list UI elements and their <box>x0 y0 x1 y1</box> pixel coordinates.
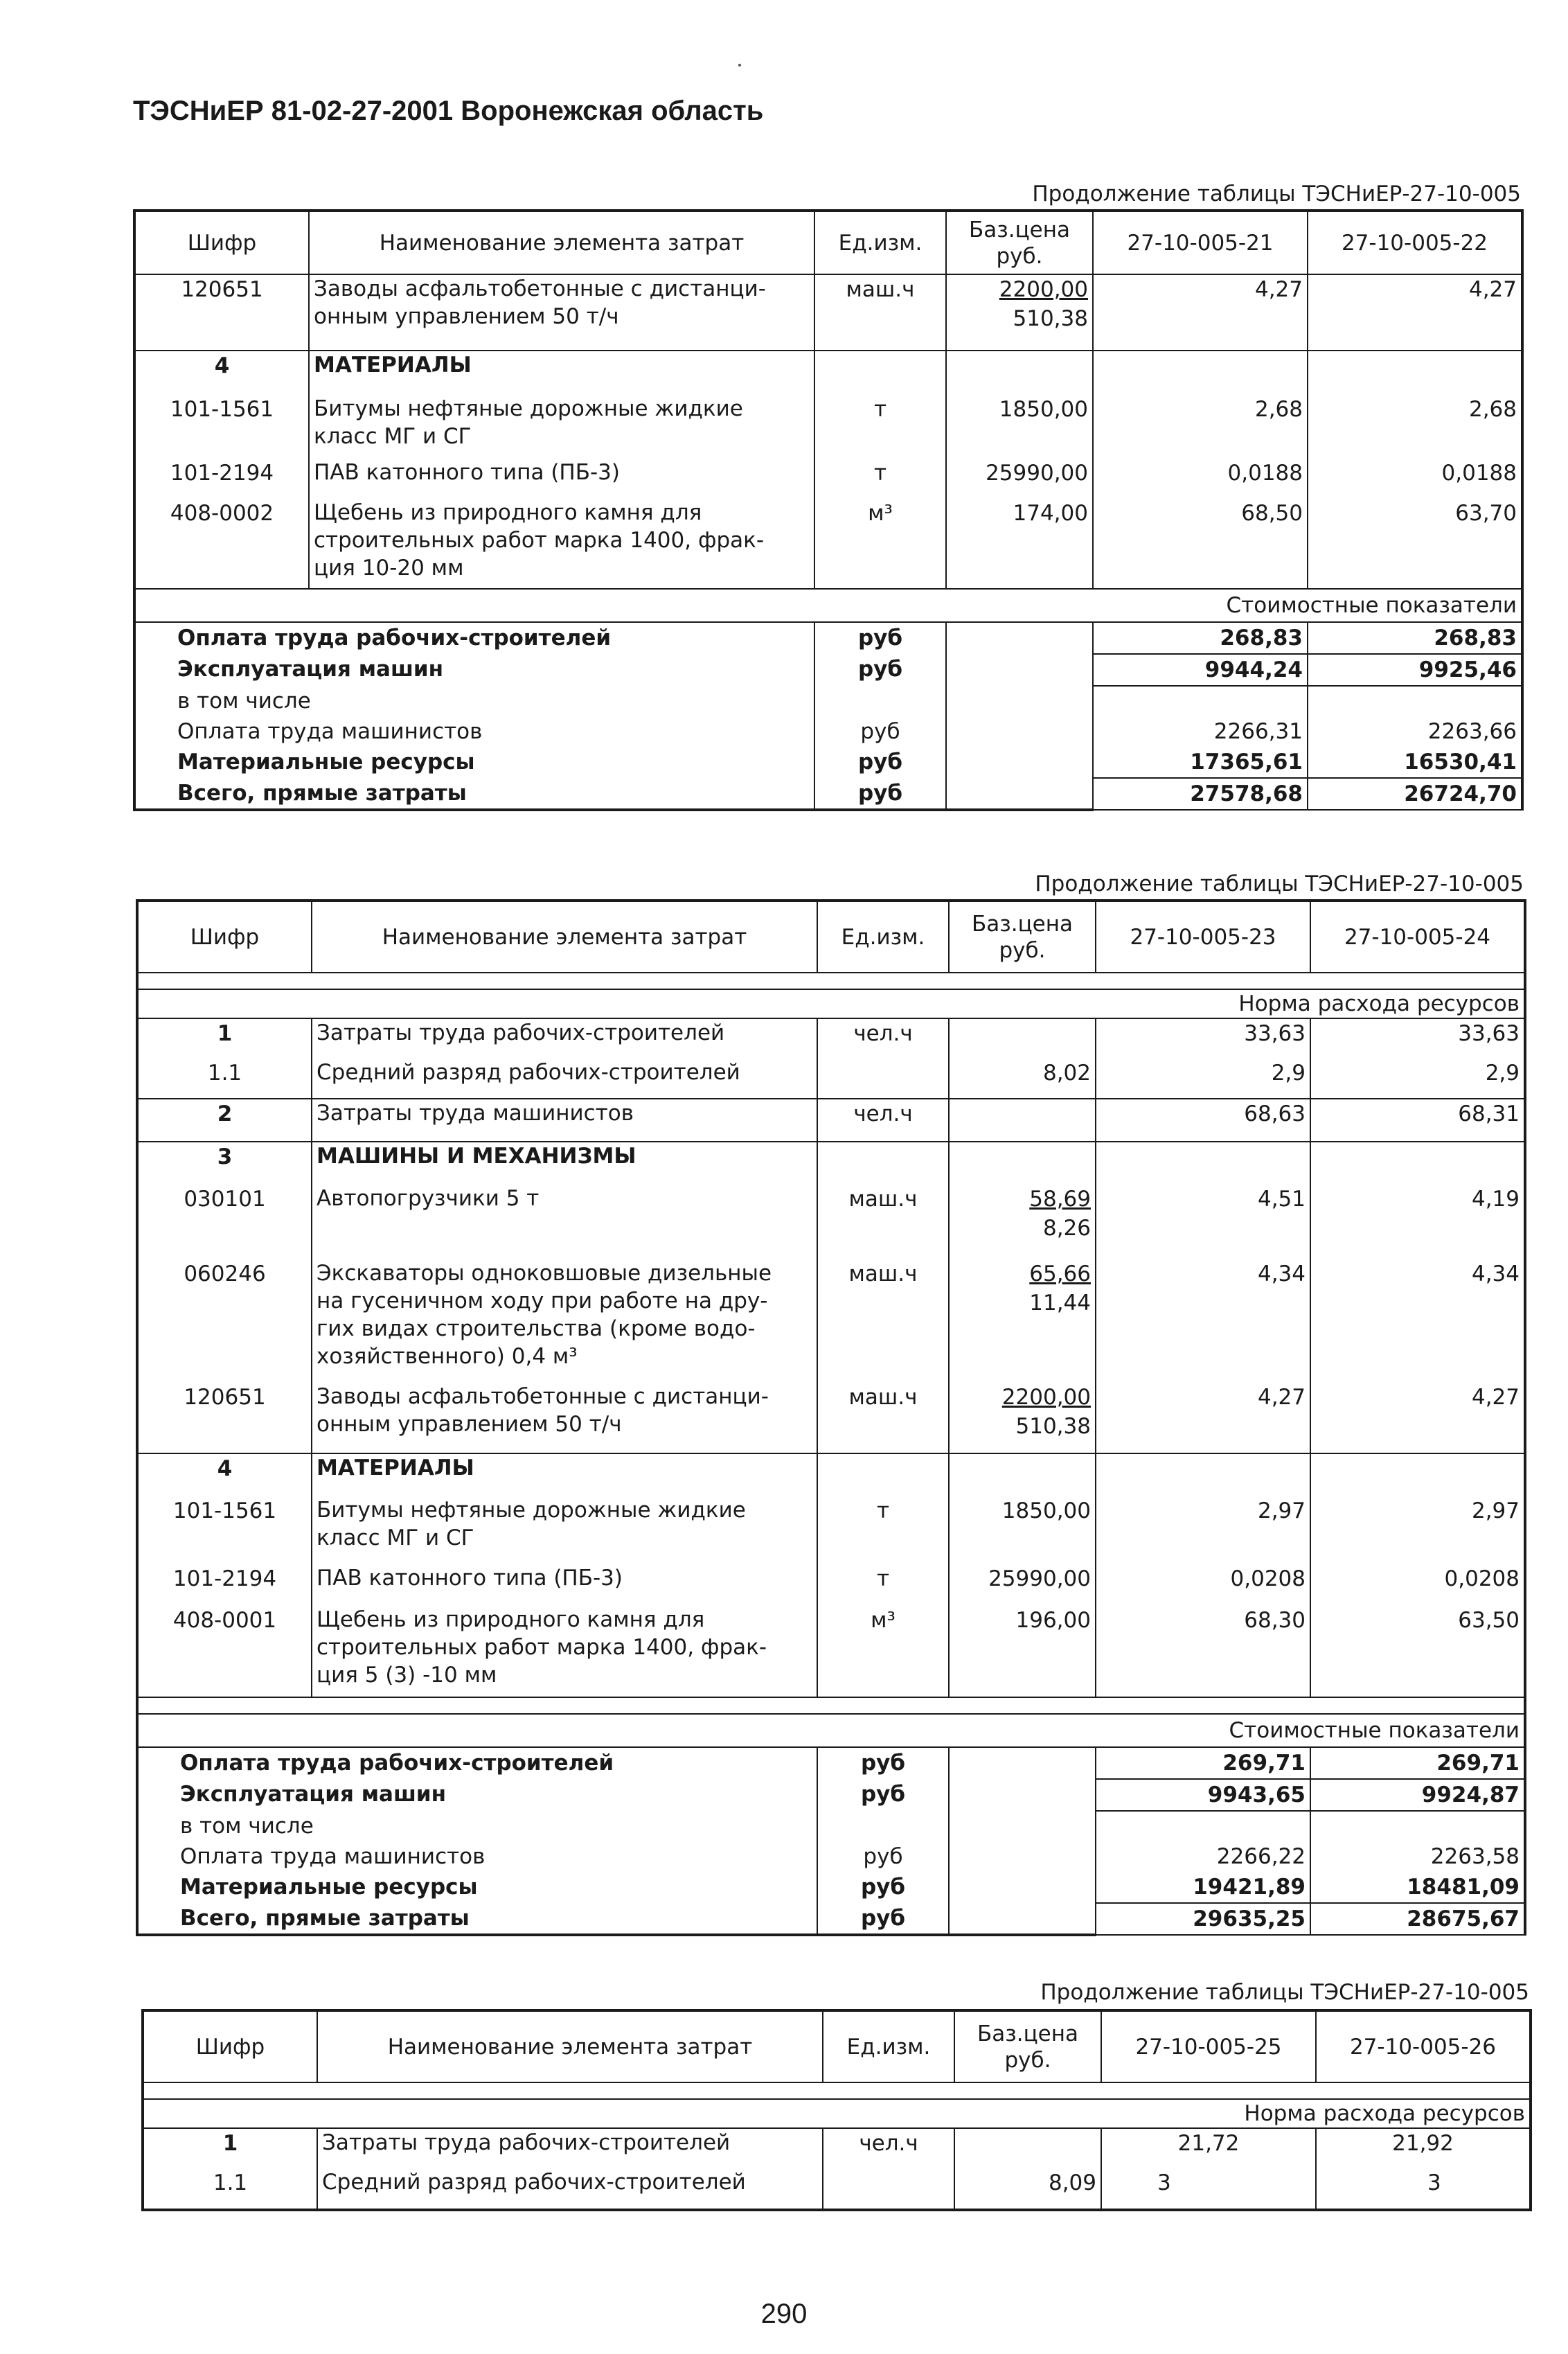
row-value-2: 4,27 <box>1308 274 1522 351</box>
table3-header-row <box>143 2010 1531 2082</box>
price-primary: 2200,00 <box>1001 1385 1091 1410</box>
row-value-2: 21,92 <box>1316 2128 1531 2168</box>
row-unit: маш.ч <box>817 1185 949 1259</box>
row-name: Заводы асфальтобетонные с дистанци- онным управлением 50 т/ч <box>309 274 814 351</box>
row-value-1: 33,63 <box>1096 1018 1310 1059</box>
summary-value-2: 9924,87 <box>1310 1779 1525 1811</box>
summary-value-2: 2263,58 <box>1310 1841 1525 1872</box>
row-value-2: 2,68 <box>1308 395 1522 459</box>
summary-operators-row <box>137 1841 1525 1872</box>
summary-unit: руб <box>814 622 946 654</box>
col-code-26-header: 27-10-005-26 <box>1316 2010 1531 2082</box>
row-unit: маш.ч <box>814 274 946 351</box>
row-code: 3 <box>137 1142 312 1185</box>
row-name: Автопогрузчики 5 т <box>312 1185 817 1259</box>
row-name: Затраты труда машинистов <box>312 1099 817 1142</box>
col-code-24-header: 27-10-005-24 <box>1310 901 1525 973</box>
table-row <box>137 1099 1525 1142</box>
row-code: 1.1 <box>137 1059 312 1099</box>
row-price: 25990,00 <box>949 1564 1096 1606</box>
summary-unit: руб <box>817 1779 949 1811</box>
col-code-23-header: 27-10-005-23 <box>1096 901 1310 973</box>
table-row <box>137 1059 1525 1099</box>
summary-machines-row <box>137 1779 1525 1811</box>
row-price: 8,09 <box>954 2168 1101 2210</box>
col-code-25-header: 27-10-005-25 <box>1101 2010 1316 2082</box>
norm-row <box>137 989 1525 1018</box>
table-row <box>134 499 1522 589</box>
summary-total-row <box>134 778 1522 810</box>
summary-including-row <box>134 686 1522 716</box>
row-code: 1.1 <box>143 2168 317 2210</box>
col-price-header: Баз.цена руб. <box>954 2010 1101 2082</box>
summary-unit: руб <box>814 654 946 686</box>
table2-header-row <box>137 901 1525 973</box>
table-row <box>143 2168 1531 2210</box>
row-name: ПАВ катонного типа (ПБ-3) <box>309 459 814 499</box>
row-unit: т <box>814 459 946 499</box>
table3-continuation-note: Продолжение таблицы ТЭСНиЕР-27-10-005 <box>1040 1980 1529 2005</box>
table-row <box>137 1564 1525 1606</box>
row-name: Щебень из природного камня для строительных работ марка 1400, фрак- ция 5 (3) -10 мм <box>312 1606 817 1697</box>
row-code: 4 <box>134 351 309 395</box>
row-value-2: 3 <box>1316 2168 1531 2210</box>
summary-unit: руб <box>817 1747 949 1779</box>
row-price <box>949 1185 1096 1259</box>
summary-operators-row <box>134 716 1522 747</box>
row-value-1: 4,34 <box>1096 1259 1310 1383</box>
price-primary: 2200,00 <box>999 277 1088 302</box>
summary-value-2: 268,83 <box>1308 622 1522 654</box>
summary-label: Эксплуатация машин <box>134 654 814 686</box>
price-secondary: 11,44 <box>1029 1291 1091 1316</box>
row-value-1: 68,30 <box>1096 1606 1310 1697</box>
table3 <box>141 2009 1532 2211</box>
row-name: ПАВ катонного типа (ПБ-3) <box>312 1564 817 1606</box>
row-unit: чел.ч <box>817 1099 949 1142</box>
table-row <box>134 351 1522 395</box>
row-price <box>946 274 1093 351</box>
summary-value-2: 28675,67 <box>1310 1903 1525 1935</box>
row-name: Заводы асфальтобетонные с дистанци- онным управлением 50 т/ч <box>312 1383 817 1453</box>
row-unit: м³ <box>814 499 946 589</box>
row-value-1: 21,72 <box>1101 2128 1316 2168</box>
row-value-1: 4,27 <box>1096 1383 1310 1453</box>
summary-value-1: 269,71 <box>1096 1747 1310 1779</box>
row-value-1: 0,0188 <box>1093 459 1308 499</box>
row-value-2: 33,63 <box>1310 1018 1525 1059</box>
price-secondary: 510,38 <box>1013 306 1088 331</box>
row-price: 174,00 <box>946 499 1093 589</box>
summary-label: Всего, прямые затраты <box>134 778 814 810</box>
summary-label: Эксплуатация машин <box>137 1779 817 1811</box>
row-code: 030101 <box>137 1185 312 1259</box>
row-name: Затраты труда рабочих-строителей <box>317 2128 823 2168</box>
row-code: 408-0002 <box>134 499 309 589</box>
row-code: 4 <box>137 1453 312 1496</box>
table1-header-row <box>134 211 1522 274</box>
row-price: 8,02 <box>949 1059 1096 1099</box>
table-row <box>137 1018 1525 1059</box>
col-code-header: Шифр <box>143 2010 317 2082</box>
summary-label: в том числе <box>137 1811 817 1841</box>
row-code: 101-2194 <box>137 1564 312 1606</box>
row-name: Экскаваторы одноковшовые дизельные на гусеничном ходу при работе на дру- гих видах строительства (кроме водо- хозяйственного) 0,4 м³ <box>312 1259 817 1383</box>
row-price: 25990,00 <box>946 459 1093 499</box>
row-code: 2 <box>137 1099 312 1142</box>
summary-value-1: 19421,89 <box>1096 1872 1310 1903</box>
summary-label: Оплата труда рабочих-строителей <box>137 1747 817 1779</box>
row-code: 1 <box>137 1018 312 1059</box>
summary-value-1: 2266,22 <box>1096 1841 1310 1872</box>
summary-machines-row <box>134 654 1522 686</box>
summary-total-row <box>137 1903 1525 1935</box>
table-row <box>137 1606 1525 1697</box>
summary-unit: руб <box>817 1841 949 1872</box>
cost-indicators-row <box>134 589 1522 622</box>
spacer-row <box>137 1697 1525 1714</box>
summary-value-1: 268,83 <box>1093 622 1308 654</box>
row-price: 196,00 <box>949 1606 1096 1697</box>
price-secondary: 8,26 <box>1042 1216 1091 1241</box>
row-code: 120651 <box>134 274 309 351</box>
table-row <box>134 459 1522 499</box>
row-name: Средний разряд рабочих-строителей <box>317 2168 823 2210</box>
table2 <box>136 899 1526 1936</box>
table-row <box>137 1185 1525 1259</box>
col-unit-header: Ед.изм. <box>817 901 949 973</box>
table-row <box>137 1496 1525 1564</box>
row-price: 1850,00 <box>949 1496 1096 1564</box>
row-name: МАТЕРИАЛЫ <box>309 351 814 395</box>
summary-labor-row <box>134 622 1522 654</box>
row-name: МАШИНЫ И МЕХАНИЗМЫ <box>312 1142 817 1185</box>
table-row <box>137 1259 1525 1383</box>
table-row <box>143 2128 1531 2168</box>
summary-label: Оплата труда машинистов <box>137 1841 817 1872</box>
summary-label: Оплата труда рабочих-строителей <box>134 622 814 654</box>
row-price: 1850,00 <box>946 395 1093 459</box>
row-code: 060246 <box>137 1259 312 1383</box>
spacer-row <box>137 973 1525 989</box>
summary-value-1: 29635,25 <box>1096 1903 1310 1935</box>
table1 <box>133 209 1524 811</box>
scan-speck <box>738 64 741 67</box>
table-row <box>137 1383 1525 1453</box>
row-unit: т <box>817 1496 949 1564</box>
page-title: ТЭСНиЕР 81-02-27-2001 Воронежская область <box>133 96 764 126</box>
spacer-row <box>143 2082 1531 2099</box>
row-unit: т <box>817 1564 949 1606</box>
row-name: Затраты труда рабочих-строителей <box>312 1018 817 1059</box>
summary-value-1: 9943,65 <box>1096 1779 1310 1811</box>
row-value-2: 2,9 <box>1310 1059 1525 1099</box>
row-unit: маш.ч <box>817 1383 949 1453</box>
summary-value-2: 16530,41 <box>1308 747 1522 778</box>
norm-row <box>143 2099 1531 2128</box>
summary-value-1: 17365,61 <box>1093 747 1308 778</box>
summary-value-2: 26724,70 <box>1308 778 1522 810</box>
row-code: 101-2194 <box>134 459 309 499</box>
page-number: 290 <box>760 2299 808 2329</box>
summary-value-2: 269,71 <box>1310 1747 1525 1779</box>
col-code-21-header: 27-10-005-21 <box>1093 211 1308 274</box>
row-value-1: 2,68 <box>1093 395 1308 459</box>
row-value-1: 0,0208 <box>1096 1564 1310 1606</box>
summary-unit: руб <box>814 747 946 778</box>
summary-label: Оплата труда машинистов <box>134 716 814 747</box>
row-name: Средний разряд рабочих-строителей <box>312 1059 817 1099</box>
summary-unit: руб <box>814 716 946 747</box>
row-value-1: 2,9 <box>1096 1059 1310 1099</box>
cost-indicators-row <box>137 1714 1525 1747</box>
summary-value-2: 9925,46 <box>1308 654 1522 686</box>
summary-label: Материальные ресурсы <box>137 1872 817 1903</box>
summary-label: в том числе <box>134 686 814 716</box>
summary-label: Всего, прямые затраты <box>137 1903 817 1935</box>
col-name-header: Наименование элемента затрат <box>309 211 814 274</box>
row-value-2: 68,31 <box>1310 1099 1525 1142</box>
col-price-header: Баз.цена руб. <box>946 211 1093 274</box>
table1-continuation-note: Продолжение таблицы ТЭСНиЕР-27-10-005 <box>1032 182 1521 206</box>
row-value-1: 68,50 <box>1093 499 1308 589</box>
norm-label: Норма расхода ресурсов <box>137 989 1525 1018</box>
summary-value-2: 18481,09 <box>1310 1872 1525 1903</box>
row-unit: м³ <box>817 1606 949 1697</box>
row-value-1: 2,97 <box>1096 1496 1310 1564</box>
summary-unit: руб <box>817 1872 949 1903</box>
row-value-1: 4,27 <box>1093 274 1308 351</box>
row-value-1: 3 <box>1101 2168 1316 2210</box>
row-name: МАТЕРИАЛЫ <box>312 1453 817 1496</box>
row-value-2: 0,0208 <box>1310 1564 1525 1606</box>
row-value-2: 2,97 <box>1310 1496 1525 1564</box>
cost-indicators-label: Стоимостные показатели <box>134 589 1522 622</box>
cost-indicators-label: Стоимостные показатели <box>137 1714 1525 1747</box>
col-code-header: Шифр <box>137 901 312 973</box>
summary-value-1: 9944,24 <box>1093 654 1308 686</box>
table-row <box>134 274 1522 351</box>
col-unit-header: Ед.изм. <box>823 2010 954 2082</box>
row-name: Битумы нефтяные дорожные жидкие класс МГ и СГ <box>312 1496 817 1564</box>
summary-including-row <box>137 1811 1525 1841</box>
price-primary: 65,66 <box>1029 1262 1091 1286</box>
row-price <box>949 1259 1096 1383</box>
row-unit: т <box>814 395 946 459</box>
row-code: 120651 <box>137 1383 312 1453</box>
col-name-header: Наименование элемента затрат <box>317 2010 823 2082</box>
col-code-22-header: 27-10-005-22 <box>1308 211 1522 274</box>
price-secondary: 510,38 <box>1015 1414 1091 1439</box>
row-price <box>949 1383 1096 1453</box>
row-code: 1 <box>143 2128 317 2168</box>
summary-value-1: 2266,31 <box>1093 716 1308 747</box>
summary-unit: руб <box>814 778 946 810</box>
row-code: 408-0001 <box>137 1606 312 1697</box>
table-row <box>137 1453 1525 1496</box>
summary-unit: руб <box>817 1903 949 1935</box>
norm-label: Норма расхода ресурсов <box>143 2099 1531 2128</box>
row-unit: маш.ч <box>817 1259 949 1383</box>
price-primary: 58,69 <box>1029 1187 1091 1212</box>
row-value-2: 0,0188 <box>1308 459 1522 499</box>
summary-labor-row <box>137 1747 1525 1779</box>
col-unit-header: Ед.изм. <box>814 211 946 274</box>
summary-materials-row <box>137 1872 1525 1903</box>
row-value-2: 4,27 <box>1310 1383 1525 1453</box>
col-code-header: Шифр <box>134 211 309 274</box>
row-value-2: 63,70 <box>1308 499 1522 589</box>
row-value-1: 68,63 <box>1096 1099 1310 1142</box>
row-value-2: 4,34 <box>1310 1259 1525 1383</box>
row-value-2: 63,50 <box>1310 1606 1525 1697</box>
table-row <box>134 395 1522 459</box>
summary-value-1: 27578,68 <box>1093 778 1308 810</box>
summary-label: Материальные ресурсы <box>134 747 814 778</box>
row-code: 101-1561 <box>137 1496 312 1564</box>
row-value-1: 4,51 <box>1096 1185 1310 1259</box>
table2-continuation-note: Продолжение таблицы ТЭСНиЕР-27-10-005 <box>1035 871 1524 896</box>
col-name-header: Наименование элемента затрат <box>312 901 817 973</box>
col-price-header: Баз.цена руб. <box>949 901 1096 973</box>
row-unit: чел.ч <box>817 1018 949 1059</box>
row-value-2: 4,19 <box>1310 1185 1525 1259</box>
row-code: 101-1561 <box>134 395 309 459</box>
row-name: Битумы нефтяные дорожные жидкие класс МГ и СГ <box>309 395 814 459</box>
row-name: Щебень из природного камня для строительных работ марка 1400, фрак- ция 10-20 мм <box>309 499 814 589</box>
summary-value-2: 2263,66 <box>1308 716 1522 747</box>
table-row <box>137 1142 1525 1185</box>
row-unit: чел.ч <box>823 2128 954 2168</box>
summary-materials-row <box>134 747 1522 778</box>
